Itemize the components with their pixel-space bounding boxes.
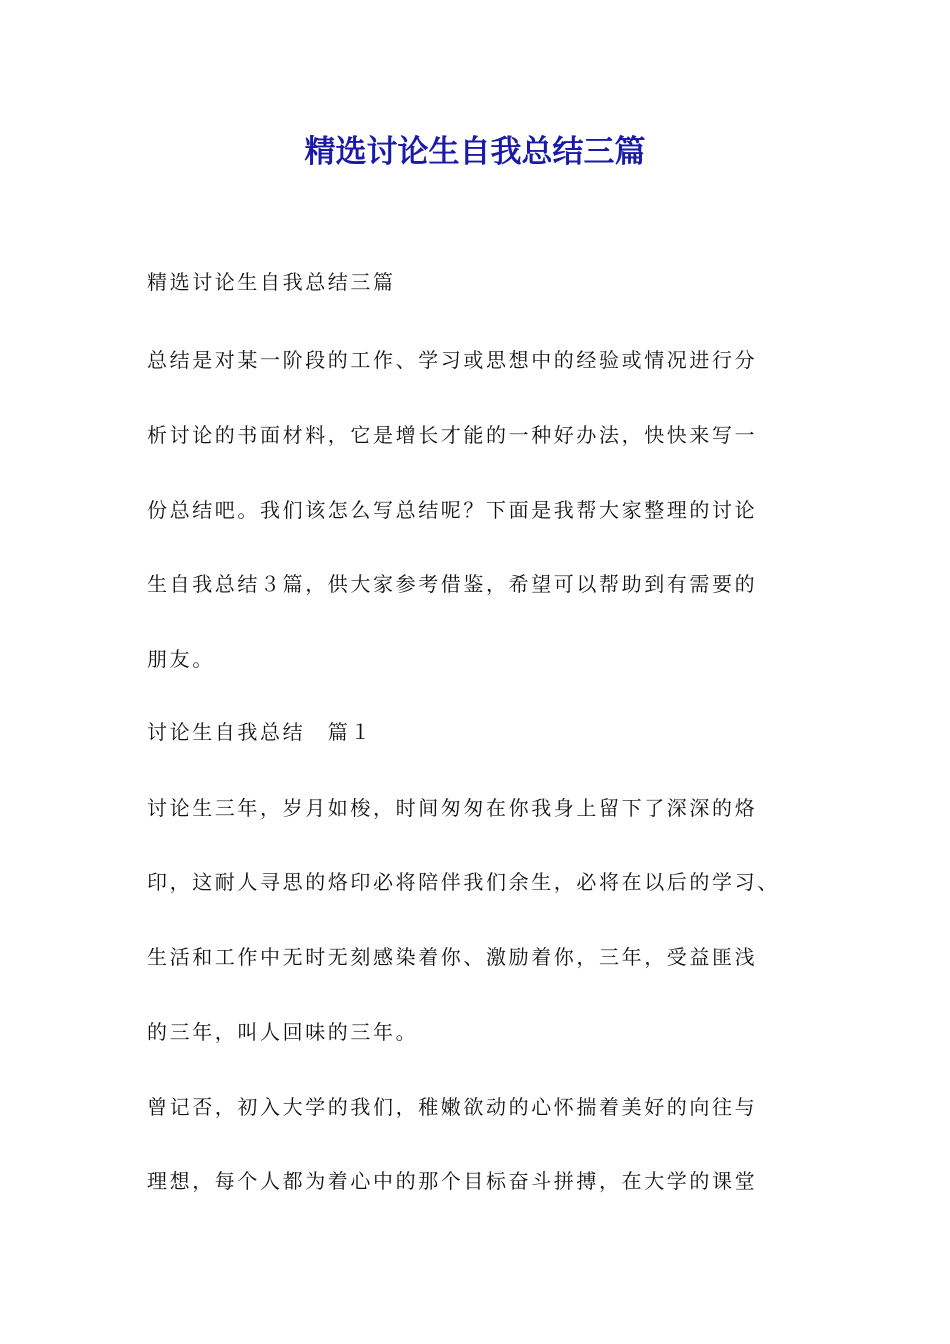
paragraph-line: 讨论生三年，岁月如梭，时间匆匆在你我身上留下了深深的烙 bbox=[147, 796, 758, 820]
section-heading: 讨论生自我总结 篇１ bbox=[147, 720, 373, 744]
paragraph-line: 朋友。 bbox=[147, 647, 215, 671]
paragraph-line: 总结是对某一阶段的工作、学习或思想中的经验或情况进行分 bbox=[147, 348, 758, 372]
paragraph-line: 生活和工作中无时无刻感染着你、激励着你，三年，受益匪浅 bbox=[147, 945, 758, 969]
document-title: 精选讨论生自我总结三篇 bbox=[304, 134, 646, 170]
paragraph-line: 曾记否，初入大学的我们，稚嫩欲动的心怀揣着美好的向往与 bbox=[147, 1095, 758, 1119]
paragraph-line: 生自我总结３篇，供大家参考借鉴，希望可以帮助到有需要的 bbox=[147, 572, 758, 596]
paragraph-line: 份总结吧。我们该怎么写总结呢？下面是我帮大家整理的讨论 bbox=[147, 498, 758, 522]
subtitle-line: 精选讨论生自我总结三篇 bbox=[147, 270, 396, 294]
paragraph-line: 析讨论的书面材料，它是增长才能的一种好办法，快快来写一 bbox=[147, 423, 758, 447]
paragraph-line: 的三年，叫人回味的三年。 bbox=[147, 1020, 419, 1044]
paragraph-line: 理想，每个人都为着心中的那个目标奋斗拼搏，在大学的课堂 bbox=[147, 1169, 758, 1193]
paragraph-line: 印，这耐人寻思的烙印必将陪伴我们余生，必将在以后的学习、 bbox=[147, 870, 780, 894]
